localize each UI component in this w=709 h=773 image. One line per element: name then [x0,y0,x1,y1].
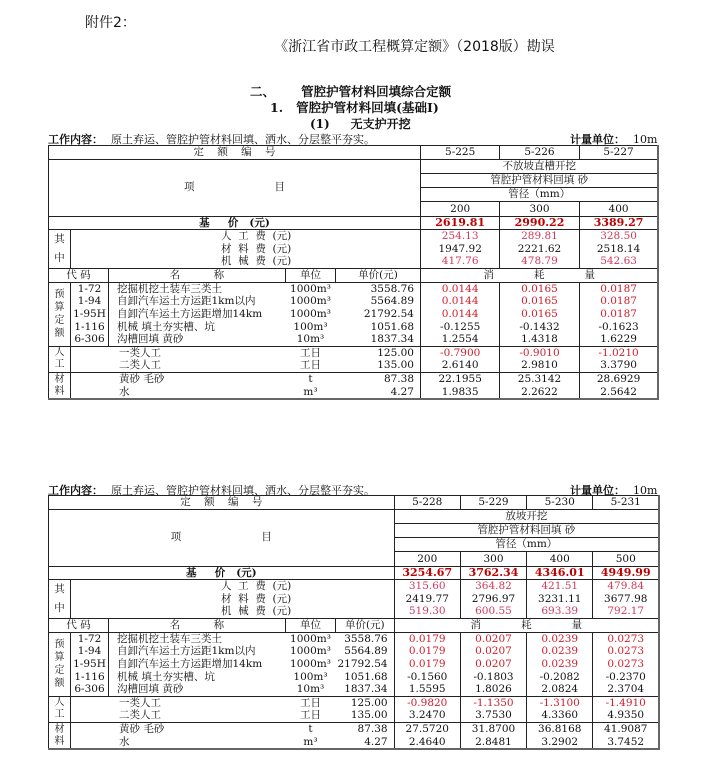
col-unit-header: 单位 [286,269,336,283]
cell-line: 87.38 [383,372,414,385]
cell-line: 一类人工 [119,696,161,709]
section-label-text: 人工 [54,347,65,371]
base-price: 3389.27 [579,216,658,230]
labor-fee-value: 479.84 [607,580,645,593]
material-fee-value: 2221.62 [517,242,562,255]
cell-line: 人 工 费 (元) [221,580,292,593]
fee-values [593,580,659,619]
cell-line: t [308,722,313,735]
consumption-values [579,346,658,372]
quota-code: 5-229 [460,496,526,510]
item-units [286,372,336,399]
cell-line: 6-306 [74,333,105,346]
consumption-value: -0.1623 [598,320,639,333]
cell-line: 自卸汽车运土方运距增加14km [117,307,263,320]
pipe-diameter: 500 [593,552,659,566]
consumption-value: 1.4318 [521,333,558,346]
consumption-value: 2.0824 [541,683,579,696]
machine-fee-value: 519.30 [408,605,446,618]
cell-line: 1000m³ [290,282,331,295]
consumption-value: 2.2622 [521,385,558,398]
cell-line: 自卸汽车运土方运距1km以内 [117,295,256,308]
work-content-text: 原土弃运、管腔护管材料回填、洒水、分层整平夯实。 [111,484,375,497]
base-price: 2619.81 [421,216,500,230]
machine-fee-value: 792.17 [607,605,645,618]
base-price: 2990.22 [500,216,579,230]
cell-line: 1000m³ [290,307,331,320]
cell-line: 1000m³ [290,632,331,645]
base-price: 3762.34 [460,566,526,580]
table-row [49,580,660,619]
cell-line: 1837.34 [344,683,388,696]
fee-values [500,230,579,269]
fill-material: 管腔护管材料回填 砂 [421,173,659,187]
item-names [109,282,286,346]
material-fee-value: 3231.11 [538,592,582,605]
consumption-value: -1.4910 [605,696,646,709]
section-label [49,372,71,399]
of-which-label [49,230,71,269]
quota-code: 5-226 [500,146,579,160]
item-names [71,722,286,749]
consumption-values [579,282,658,346]
cell-line: 机 械 费 (元) [221,605,292,618]
cell-line: 1000m³ [290,295,331,308]
machine-fee-value: 693.39 [541,605,579,618]
item-prices [336,282,421,346]
quota-code: 5-225 [421,146,500,160]
col-consumption-header: 消 耗 量 [421,269,659,283]
consumption-value: 0.0179 [408,645,446,658]
cell-line: m³ [303,385,318,398]
item-names [109,632,286,696]
cell-line: 水 [119,735,130,748]
consumption-value: 2.3704 [607,683,645,696]
fee-labels [71,230,421,269]
material-fee-value: 2518.14 [596,242,641,255]
consumption-value: 0.0239 [541,657,579,670]
consumption-value: -0.1255 [440,320,481,333]
base-price-label: 基 价 (元) [49,216,421,230]
consumption-value: -0.9010 [519,346,560,359]
cell-line: 125.00 [377,346,414,359]
cell-line: 1051.68 [344,670,388,683]
pipe-diameter: 400 [527,552,593,566]
cell-line: 1000m³ [290,645,331,658]
attachment-label: 附件2： [85,15,136,31]
budget-codes [71,282,109,346]
subsubsection-heading: (1) 无支护开挖 [310,117,411,131]
consumption-value: 31.8700 [471,722,516,735]
consumption-value: -0.2370 [605,670,646,683]
fee-values [421,230,500,269]
cell-line: 1-94 [77,645,102,658]
budget-codes [71,632,109,696]
consumption-value: 0.0144 [441,295,479,308]
cell-line: 1837.34 [370,333,414,346]
consumption-value: 3.7452 [607,735,645,748]
measure-unit-label: 计量单位： [570,133,625,146]
consumption-value: 3.7530 [475,709,512,722]
cell-line: 自卸汽车运土方运距增加14km [117,657,263,670]
cell-line: 一类人工 [119,346,161,359]
section-label-text: 预算定额 [54,289,65,340]
consumption-value: -0.1432 [519,320,560,333]
cell-line: 1-72 [77,282,102,295]
item-units [286,722,336,749]
item-header: 项 目 [49,509,395,566]
consumption-value: 2.4640 [408,735,446,748]
table-row [49,696,660,722]
quota-code: 5-227 [579,146,658,160]
machine-fee-value: 600.55 [475,605,512,618]
consumption-values [500,372,579,399]
cell-line: 1-95H [73,657,106,670]
item-prices [336,722,395,749]
base-price: 3254.67 [394,566,460,580]
consumption-values [460,722,526,749]
cell-line: 二类人工 [119,359,161,372]
item-prices [336,372,421,399]
excavation-method: 不放坡直槽开挖 [421,159,659,173]
consumption-value: 3.3790 [600,359,637,372]
consumption-value: 2.5642 [600,385,637,398]
col-consumption-header: 消 耗 量 [394,619,659,633]
cell-line: 5564.89 [344,645,388,658]
diameter-header: 管径（mm） [394,538,659,552]
base-price: 4949.99 [593,566,659,580]
fee-values [579,230,658,269]
consumption-value: 36.8168 [538,722,582,735]
consumption-values [421,282,500,346]
cell-line: 6-306 [74,683,105,696]
consumption-value: 4.9350 [607,709,645,722]
consumption-value: -0.1803 [473,670,514,683]
consumption-value: 0.0207 [475,632,512,645]
item-header: 项 目 [49,159,421,216]
consumption-values [527,722,593,749]
consumption-value: 0.0144 [441,282,479,295]
cell-line: 挖掘机挖土装车三类土 [117,282,222,295]
quota-table-2 [48,495,660,750]
consumption-values [579,372,658,399]
table-row [49,146,659,160]
consumption-values [593,632,659,696]
cell-line: 100m³ [293,670,328,683]
cell-line: 21792.54 [363,307,414,320]
consumption-values [527,696,593,722]
pipe-diameter: 300 [460,552,526,566]
consumption-value: 0.0165 [521,282,558,295]
cell-line: 自卸汽车运土方运距1km以内 [117,645,256,658]
cell-line: 1-94 [77,295,102,308]
excavation-method: 放坡开挖 [394,509,659,523]
work-content-text: 原土弃运、管腔护管材料回填、洒水、分层整平夯实。 [111,133,375,146]
cell-line: 10m³ [296,333,325,346]
consumption-values [394,722,460,749]
cell-line: 100m³ [293,320,328,333]
table-row [49,216,659,230]
cell-line: 二类人工 [119,709,161,722]
table-row [49,632,660,696]
cell-line: t [308,372,313,385]
consumption-value: 3.2470 [408,709,446,722]
cell-line: 机械 填土夯实槽、坑 [117,320,215,333]
fee-labels [71,580,395,619]
of-which-text: 其中 [54,233,65,265]
consumption-values [421,372,500,399]
col-name-header: 名 称 [109,619,286,633]
consumption-values [593,696,659,722]
section-label [49,696,71,722]
col-name-header: 名 称 [109,269,286,283]
consumption-value: 1.2554 [441,333,479,346]
section-label [49,722,71,749]
machine-fee-value: 542.63 [600,255,637,268]
quota-code: 5-230 [527,496,593,510]
consumption-value: 0.0273 [607,645,645,658]
subsection-heading: 1. 管腔护管材料回填(基础Ⅰ) [270,100,439,115]
pipe-diameter: 200 [394,552,460,566]
table-row [49,509,660,523]
base-price: 4346.01 [527,566,593,580]
table-row [49,619,660,633]
item-units [286,696,336,722]
cell-line: 挖掘机挖土装车三类土 [117,632,222,645]
cell-line: 3558.76 [344,632,388,645]
labor-fee-value: 289.81 [521,230,558,243]
labor-fee-value: 421.51 [541,580,579,593]
consumption-value: -0.1560 [407,670,448,683]
cell-line: 工日 [300,696,321,709]
cell-line: 10m³ [296,683,325,696]
machine-fee-value: 417.76 [441,255,479,268]
item-units [286,282,336,346]
consumption-value: 41.9087 [604,722,648,735]
of-which-text: 其中 [54,583,65,615]
cell-line: 黄砂 毛砂 [119,722,165,735]
consumption-value: 4.3360 [541,709,579,722]
consumption-value: -0.2082 [539,670,580,683]
labor-fee-value: 254.13 [441,230,479,243]
consumption-value: 1.9835 [441,385,479,398]
pipe-diameter: 300 [500,202,579,216]
cell-line: 5564.89 [370,295,414,308]
quota-table-1 [48,145,659,400]
consumption-value: 0.0239 [541,632,579,645]
fee-values [460,580,526,619]
item-names [71,346,286,372]
pipe-diameter: 400 [579,202,658,216]
consumption-value: -1.0210 [598,346,639,359]
consumption-value: -1.3100 [539,696,580,709]
cell-line: 125.00 [350,696,388,709]
consumption-value: 3.2902 [541,735,579,748]
cell-line: 材 料 费 (元) [221,592,292,605]
table-row [49,566,660,580]
work-content-label: 工作内容： [48,484,103,497]
consumption-value: 0.0179 [408,657,446,670]
cell-line: m³ [303,735,318,748]
item-names [71,372,286,399]
section-label-text: 材料 [54,373,65,397]
consumption-values [527,632,593,696]
document-title: 《浙江省市政工程概算定额》（2018版）勘误 [274,39,555,55]
cell-line: 黄砂 毛砂 [119,372,165,385]
consumption-value: 1.5595 [408,683,446,696]
section-label [49,346,71,372]
quota-code: 5-231 [593,496,659,510]
consumption-values [421,346,500,372]
consumption-value: 1.8026 [475,683,512,696]
consumption-value: 0.0187 [600,307,637,320]
pipe-diameter: 200 [421,202,500,216]
consumption-value: 0.0165 [521,307,558,320]
consumption-value: 1.6229 [600,333,637,346]
diameter-header: 管径（mm） [421,188,659,202]
base-price-label: 基 价 (元) [49,566,395,580]
cell-line: 沟槽回填 黄砂 [117,683,184,696]
cell-line: 4.27 [364,735,388,748]
item-names [71,696,286,722]
cell-line: 1-116 [74,670,105,683]
material-fee-value: 2796.97 [471,592,516,605]
machine-fee-value: 478.79 [521,255,558,268]
consumption-values [500,282,579,346]
consumption-value: 0.0239 [541,645,579,658]
consumption-values [460,696,526,722]
consumption-value: 22.1955 [438,372,482,385]
cell-line: 1-95H [73,307,106,320]
cell-line: 4.27 [390,385,414,398]
item-units [286,632,336,696]
measure-unit-label: 计量单位： [570,484,625,497]
quota-code-header: 定 额 编 号 [49,496,395,510]
fee-values [527,580,593,619]
col-price-header: 单价(元) [336,619,395,633]
section-label-text: 材料 [54,723,65,747]
material-fee-value: 2419.77 [405,592,449,605]
table-row [49,372,659,399]
of-which-label [49,580,71,619]
consumption-value: 0.0207 [475,645,512,658]
consumption-value: 0.0273 [607,632,645,645]
consumption-value: -0.9820 [407,696,448,709]
fill-material: 管腔护管材料回填 砂 [394,523,659,537]
work-content-label: 工作内容： [48,133,103,146]
cell-line: 机械 填土夯实槽、坑 [117,670,215,683]
labor-fee-value: 328.50 [600,230,637,243]
cell-line: 水 [119,385,130,398]
cell-line: 工日 [300,359,321,372]
consumption-value: 28.6929 [596,372,641,385]
consumption-values [394,632,460,696]
col-code-header: 代 码 [49,619,109,633]
item-prices [336,696,395,722]
cell-line: 21792.54 [337,657,388,670]
consumption-value: 0.0187 [600,282,637,295]
cell-line: 1-72 [77,632,102,645]
consumption-value: 2.8481 [475,735,512,748]
cell-line: 1-116 [74,320,105,333]
labor-fee-value: 315.60 [408,580,446,593]
measure-unit-value: 10m [633,133,658,146]
section-label [49,632,71,696]
cell-line: 3558.76 [370,282,414,295]
cell-line: 135.00 [350,709,388,722]
material-fee-value: 3677.98 [604,592,648,605]
consumption-values [500,346,579,372]
consumption-value: -0.7900 [440,346,481,359]
cell-line: 沟槽回填 黄砂 [117,333,184,346]
consumption-value: 0.0179 [408,632,446,645]
cell-line: 135.00 [377,359,414,372]
measure-unit-value: 10m [633,484,658,497]
cell-line: 1000m³ [290,657,331,670]
consumption-value: 27.5720 [405,722,449,735]
table-row [49,496,660,510]
consumption-values [394,696,460,722]
col-price-header: 单价(元) [336,269,421,283]
table-row [49,346,659,372]
consumption-value: 0.0187 [600,295,637,308]
cell-line: 材 料 费 (元) [221,242,292,255]
section-heading: 二、 管腔护管材料回填综合定额 [250,84,452,99]
col-unit-header: 单位 [286,619,336,633]
cell-line: 87.38 [357,722,388,735]
cell-line: 1051.68 [370,320,414,333]
section-label-text: 预算定额 [54,639,65,690]
cell-line: 工日 [300,346,321,359]
item-units [286,346,336,372]
labor-fee-value: 364.82 [475,580,512,593]
consumption-value: 0.0144 [441,307,479,320]
item-prices [336,346,421,372]
consumption-value: 2.9810 [521,359,558,372]
consumption-values [460,632,526,696]
consumption-values [593,722,659,749]
col-code-header: 代 码 [49,269,109,283]
consumption-value: 0.0165 [521,295,558,308]
table-row [49,269,659,283]
cell-line: 人 工 费 (元) [221,230,292,243]
table-row [49,159,659,173]
cell-line: 工日 [300,709,321,722]
material-fee-value: 1947.92 [438,242,482,255]
quota-code-header: 定 额 编 号 [49,146,421,160]
consumption-value: 0.0273 [607,657,645,670]
table-row [49,722,660,749]
consumption-value: 2.6140 [441,359,479,372]
cell-line: 机 械 费 (元) [221,255,292,268]
consumption-value: -1.1350 [473,696,514,709]
consumption-value: 25.3142 [517,372,562,385]
consumption-value: 0.0207 [475,657,512,670]
fee-values [394,580,460,619]
section-label [49,282,71,346]
table-row [49,282,659,346]
quota-code: 5-228 [394,496,460,510]
item-prices [336,632,395,696]
table-row [49,230,659,269]
section-label-text: 人工 [54,697,65,721]
